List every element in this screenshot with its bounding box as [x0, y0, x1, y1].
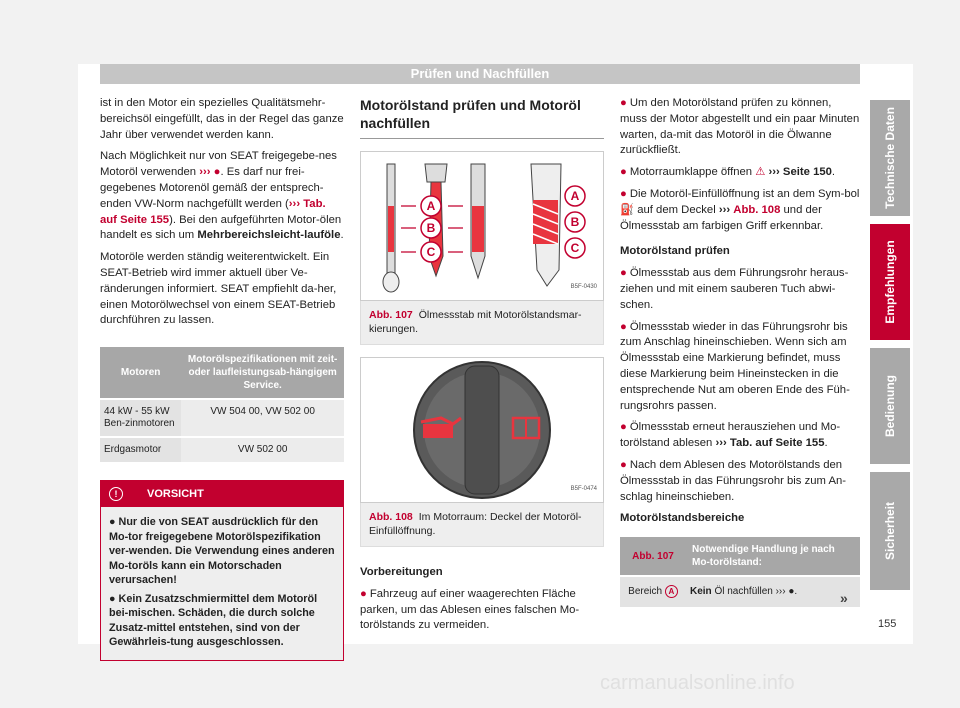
- warning-icon: ⚠: [755, 166, 766, 179]
- table-link[interactable]: ››› Tab. auf Seite 155: [715, 437, 825, 450]
- intro-paragraph: ist in den Motor ein spezielles Qualitätsmehr-bereichsöl eingefüllt, das in der Regel das ganze Jahr über verwendet werden kann.: [100, 97, 344, 141]
- caution-header: ! VORSICHT: [101, 481, 343, 507]
- column-right: [620, 96, 860, 607]
- page-header: Prüfen und Nachfüllen: [100, 64, 860, 84]
- section-title: Motorölstand prüfen und Motoröl nachfüllen: [360, 96, 604, 139]
- table-header: Motorölspezifikationen mit zeit- oder laufleistungsab-hängigem Service.: [181, 347, 344, 399]
- figure-caption: Abb. 108 Im Motorraum: Deckel der Motoröl-Einfüllöffnung.: [360, 503, 604, 547]
- figure-dipstick: [360, 151, 604, 301]
- list-item: ● Ölmessstab erneut herausziehen und Mo-torölstand ablesen ››› Tab. auf Seite 155.: [620, 421, 841, 450]
- figure-oil-cap: [360, 357, 604, 503]
- figure-code: B5F-0474: [570, 486, 597, 493]
- column-left: [100, 96, 344, 661]
- tab-technische-daten[interactable]: Technische Daten: [870, 100, 910, 216]
- list-item: ● Ölmessstab wieder in das Führungsrohr bis zum Anschlag hineinschieben. Wenn sich am Ölmessstab eine Markierung befindet, muss diese Markierung beim Hineinstecken in die entsprechende Nut am oberen Ende des Füh-rungsrohrs passen.: [620, 320, 850, 412]
- table-header: Abb. 107: [620, 537, 686, 576]
- list-item: ● Um den Motorölstand prüfen zu können, muss der Motor abgestellt und ein paar Minuten warten, da-mit das Motoröl in die Ölwanne zurückfließt.: [620, 97, 860, 157]
- warning-icon: ●: [213, 166, 221, 179]
- figure-link[interactable]: Abb. 108: [733, 203, 781, 216]
- figure-caption: Abb. 107 Ölmessstab mit Motorölstandsmar-kierungen.: [360, 301, 604, 345]
- exclamation-icon: !: [109, 487, 123, 501]
- marker-label-a: A: [570, 189, 580, 203]
- table-row: Erdgasmotor VW 502 00: [100, 437, 344, 462]
- caution-item: ● Kein Zusatzschmiermittel dem Motoröl bei-mischen. Schäden, die durch solche Zusatz-mittel entstehen, sind von der Gewährleis-tung ausgeschlossen.: [109, 592, 318, 649]
- warning-icon: ●: [788, 586, 795, 598]
- table-header: Motoren: [100, 347, 181, 399]
- marker-label-b: B: [426, 221, 436, 235]
- oil-level-table: [620, 537, 860, 607]
- watermark: carmanualsonline.info: [600, 672, 795, 694]
- levels-title: Motorölstandsbereiche: [620, 512, 745, 525]
- table-header: Notwendige Handlung je nach Mo-torölstand:: [686, 537, 860, 576]
- check-title: Motorölstand prüfen: [620, 245, 730, 258]
- table-ref-link[interactable]: ››› Tab. auf Seite 155: [100, 197, 326, 226]
- list-item: ● Ölmessstab aus dem Führungsrohr heraus-ziehen und mit einem sauberen Tuch abwi-schen.: [620, 267, 849, 311]
- page-link[interactable]: ››› Seite 150: [768, 166, 832, 179]
- caution-link[interactable]: ›››: [199, 166, 211, 179]
- caution-item: ● Nur die von SEAT ausdrücklich für den Mo-tor freigegebene Motorölspezifikation ver-wenden. Die Verwendung eines anderen Mo-toröls kann ein Motorschaden verursachen!: [109, 516, 335, 587]
- tab-sicherheit[interactable]: Sicherheit: [870, 472, 910, 590]
- page-number: 155: [878, 618, 897, 630]
- list-item: ● Die Motoröl-Einfüllöffnung ist an dem Sym-bol ⛽ auf dem Deckel ››› Abb. 108 und der Ölmessstab am farbigen Griff erkennbar.: [620, 187, 860, 232]
- oil-can-icon: ⛽: [620, 203, 635, 216]
- oil-spec-table: [100, 347, 344, 462]
- development-paragraph: Motoröle werden ständig weiterentwickelt. Ein SEAT-Betrieb wird immer aktuell über Ve-ränderungen informiert. SEAT empfiehlt da-her, einen Motorölwechsel von einem SEAT-Betrieb durchführen zu lassen.: [100, 251, 337, 327]
- dipstick-illustration: [361, 152, 603, 300]
- marker-a-icon: A: [665, 585, 678, 598]
- list-item: ● Motorraumklappe öffnen ⚠ ››› Seite 150.: [620, 166, 836, 179]
- oil-cap-illustration: [361, 358, 603, 502]
- prep-title: Vorbereitungen: [360, 566, 443, 578]
- marker-label-c: C: [570, 241, 580, 255]
- table-row: 44 kW - 55 kW Ben-zinmotoren VW 504 00, VW 502 00: [100, 399, 344, 437]
- prep-item: ● Fahrzeug auf einer waagerechten Fläche parken, um das Ablesen eines falschen Mo-torölstands zu vermeiden.: [360, 587, 580, 632]
- figure-code: B5F-0430: [570, 284, 597, 291]
- continue-icon: »: [840, 590, 848, 606]
- column-middle: [360, 96, 604, 640]
- caution-box: [100, 480, 344, 661]
- marker-label-b: B: [570, 215, 580, 229]
- tab-empfehlungen[interactable]: Empfehlungen: [870, 224, 910, 340]
- marker-label-c: C: [426, 245, 436, 259]
- tab-bedienung[interactable]: Bedienung: [870, 348, 910, 464]
- list-item: ● Nach dem Ablesen des Motorölstands den Ölmessstab in das Führungsrohr bis zum An-schlag hineinschieben.: [620, 458, 847, 503]
- table-row: Bereich A Kein Öl nachfüllen ››› ●.: [620, 576, 860, 607]
- recommendation-paragraph: Nach Möglichkeit nur von SEAT freigegebe-nes Motoröl verwenden ››› ●. Es darf nur frei-gegebenes Motorenöl gemäß der entsprech-enden VW-Norm nachgefüllt werden (››› Tab. auf Seite 155). Bei den aufgeführten Motor-ölen handelt es sich um Mehrbereichsleicht-lauföle.: [100, 150, 344, 242]
- marker-label-a: A: [426, 199, 436, 213]
